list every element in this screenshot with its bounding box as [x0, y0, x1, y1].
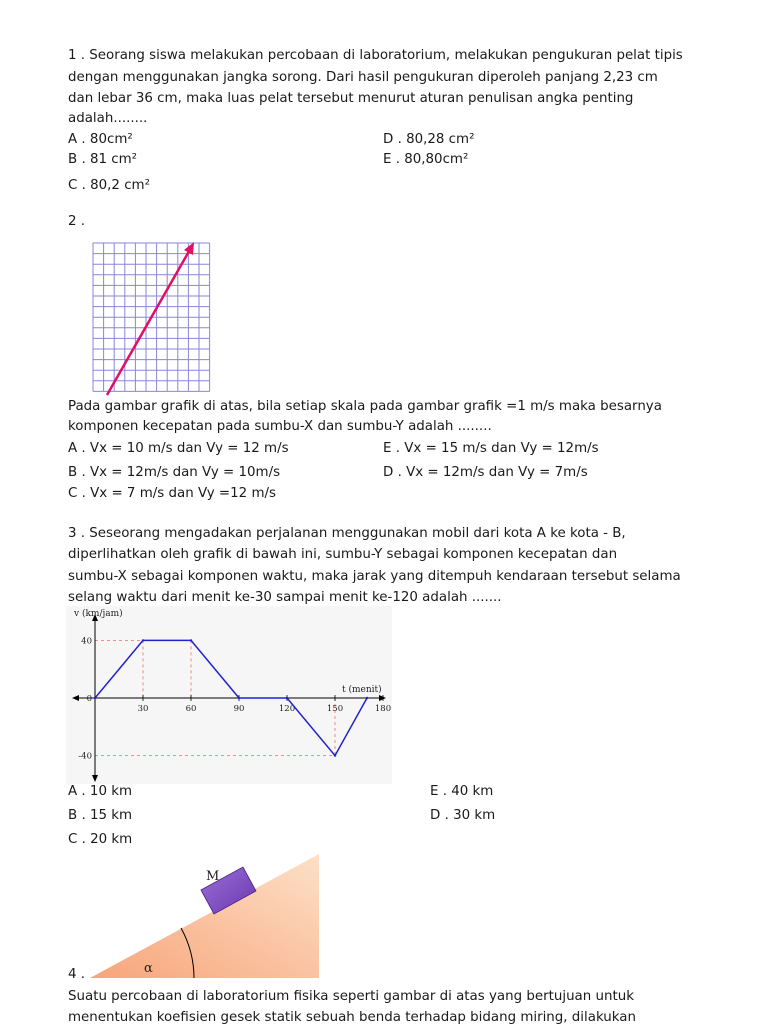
q3-option-d: D . 30 km: [430, 808, 496, 823]
x-tick-label: 60: [185, 704, 197, 714]
q4-text-line-2: menentukan koefisien gesek statik sebuah benda terhadap bidang miring, dilakukan: [68, 1010, 636, 1025]
q2-number: 2 .: [68, 214, 86, 229]
q2-option-c: C . Vx = 7 m/s dan Vy =12 m/s: [68, 486, 276, 501]
q2-text-line-1: Pada gambar grafik di atas, bila setiap skala pada gambar grafik =1 m/s maka besarnya: [68, 399, 662, 414]
y-tick-label: 0: [86, 694, 92, 704]
q1-option-c: C . 80,2 cm²: [68, 178, 150, 193]
q1-text-line-3: dan lebar 36 cm, maka luas pelat tersebut menurut aturan penulisan angka penting: [68, 91, 634, 106]
y-axis-label: v (km/jam): [74, 609, 123, 619]
q3-velocity-time-chart: [66, 606, 392, 784]
q3-text-line-4: selang waktu dari menit ke-30 sampai menit ke-120 adalah .......: [68, 590, 502, 605]
q1-text-line-2: dengan menggunakan jangka sorong. Dari hasil pengukuran diperoleh panjang 2,23 cm: [68, 70, 658, 85]
q3-option-a: A . 10 km: [68, 784, 133, 799]
inclined-plane: [90, 854, 319, 978]
q1-text-line-1: 1 . Seorang siswa melakukan percobaan di laboratorium, melakukan pengukuran pelat tipis: [68, 48, 683, 63]
q3-text-line-2: diperlihatkan oleh grafik di bawah ini, sumbu-Y sebagai komponen kecepatan dan: [68, 547, 618, 562]
x-tick-label: 30: [137, 704, 149, 714]
x-tick-label: 90: [233, 704, 245, 714]
q3-option-b: B . 15 km: [68, 808, 133, 823]
y-tick-label: -40: [78, 751, 92, 762]
x-tick-label: 120: [278, 704, 296, 714]
x-tick-label: 180: [374, 704, 392, 714]
q1-option-e: E . 80,80cm²: [383, 152, 469, 167]
mass-label: M: [206, 869, 220, 884]
x-tick-label: 150: [326, 704, 344, 714]
q1-option-b: B . 81 cm²: [68, 152, 138, 167]
q4-number: 4 .: [68, 967, 86, 982]
q1-text-line-4: adalah........: [68, 111, 148, 126]
q4-text-line-1: Suatu percobaan di laboratorium fisika seperti gambar di atas yang bertujuan untuk: [68, 989, 634, 1004]
q2-vector-grid: [90, 240, 212, 396]
y-tick-label: 40: [81, 636, 92, 647]
q3-option-e: E . 40 km: [430, 784, 494, 799]
q1-option-d: D . 80,28 cm²: [383, 132, 475, 147]
q2-text-line-2: komponen kecepatan pada sumbu-X dan sumbu-Y adalah ........: [68, 419, 492, 434]
angle-label: α: [144, 961, 153, 976]
x-axis-label: t (menit): [342, 685, 382, 695]
q3-text-line-1: 3 . Seseorang mengadakan perjalanan menggunakan mobil dari kota A ke kota - B,: [68, 526, 626, 541]
q2-velocity-vector: [107, 246, 192, 395]
q1-option-a: A . 80cm²: [68, 132, 133, 147]
q2-option-b: B . Vx = 12m/s dan Vy = 10m/s: [68, 465, 281, 480]
q3-option-c: C . 20 km: [68, 832, 133, 847]
q2-option-d: D . Vx = 12m/s dan Vy = 7m/s: [383, 465, 588, 480]
q3-text-line-3: sumbu-X sebagai komponen waktu, maka jarak yang ditempuh kendaraan tersebut selama: [68, 569, 681, 584]
q2-option-e: E . Vx = 15 m/s dan Vy = 12m/s: [383, 441, 599, 456]
q4-inclined-plane-diagram: [90, 850, 330, 980]
q2-option-a: A . Vx = 10 m/s dan Vy = 12 m/s: [68, 441, 289, 456]
